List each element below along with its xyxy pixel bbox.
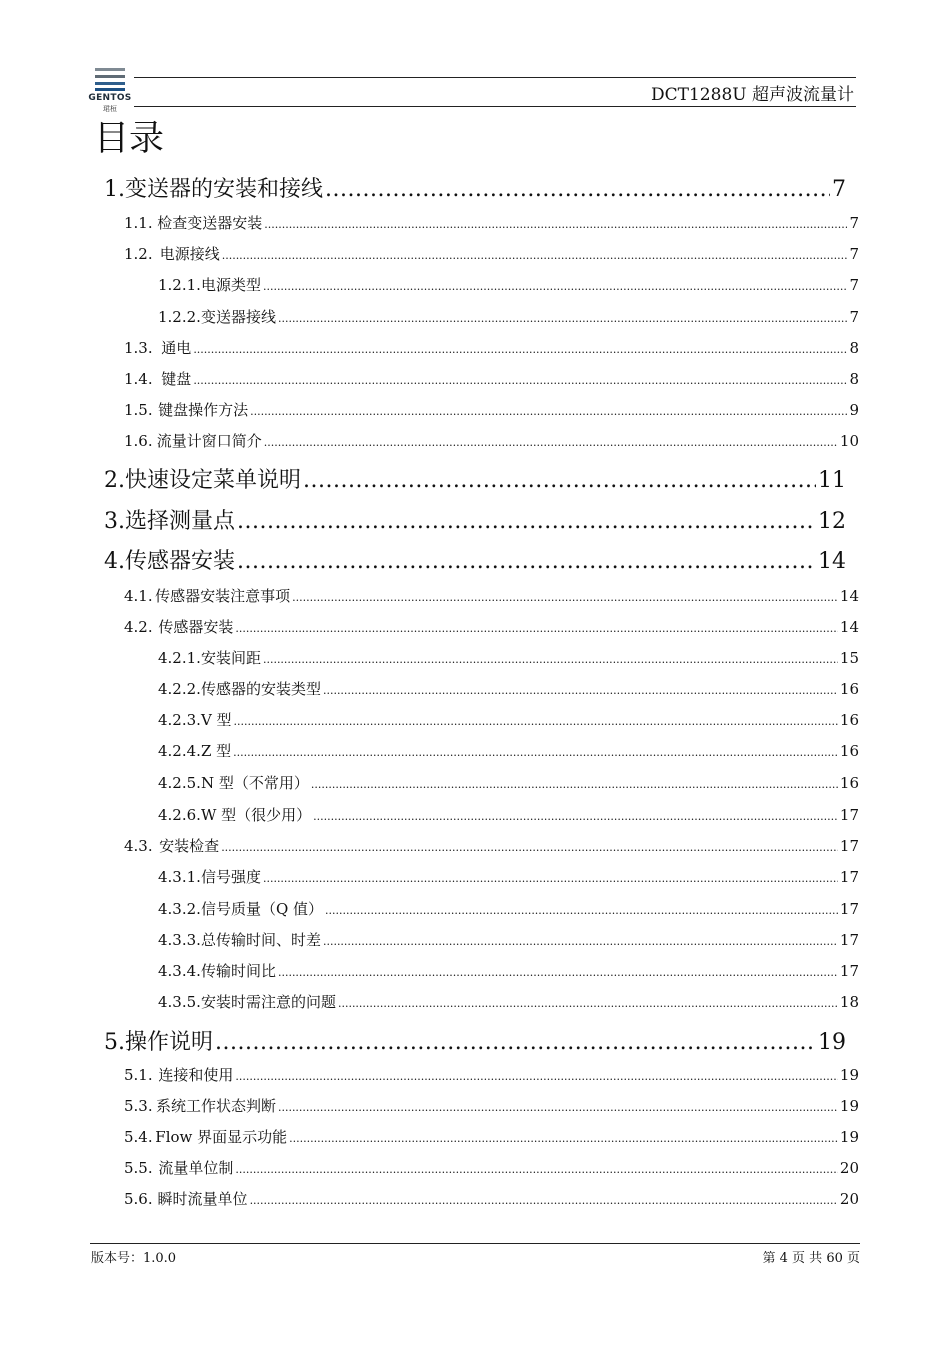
toc-entry-label: 安装检查 xyxy=(159,837,220,855)
page-title: 目录 xyxy=(94,119,165,159)
toc-entry-label: 信号质量（Q 值） xyxy=(200,900,324,918)
toc-entry-number: 2. xyxy=(104,468,125,493)
toc-dot-leader xyxy=(338,997,838,1010)
toc-entry-number: 4.2.5. xyxy=(158,774,201,792)
toc-dot-leader xyxy=(215,1030,816,1055)
toc-entry-label: 键盘 xyxy=(161,370,192,388)
toc-entry-number: 1.5. xyxy=(124,401,153,419)
toc-entry-label: 传感器安装 xyxy=(125,549,236,574)
toc-dot-leader xyxy=(323,684,838,697)
toc-entry-number: 5.3. xyxy=(124,1097,153,1115)
toc-dot-leader xyxy=(235,1070,838,1083)
toc-entry[interactable] xyxy=(104,504,846,538)
toc-dot-leader xyxy=(250,405,847,418)
toc-entry[interactable] xyxy=(158,898,859,920)
toc-entry-page: 16 xyxy=(839,774,859,792)
toc-entry-page: 19 xyxy=(818,1030,846,1055)
toc-entry[interactable] xyxy=(124,399,859,421)
toc-entry-label: 传感器安装注意事项 xyxy=(155,587,291,605)
toc-entry[interactable] xyxy=(158,306,859,328)
toc-entry-label: 瞬时流量单位 xyxy=(157,1190,248,1208)
toc-entry-page: 19 xyxy=(839,1066,859,1084)
toc-entry[interactable] xyxy=(158,804,859,826)
footer-rule xyxy=(90,1243,860,1244)
toc-dot-leader xyxy=(250,1194,838,1207)
toc-entry[interactable] xyxy=(124,1157,859,1179)
toc-entry[interactable] xyxy=(158,678,859,700)
toc-entry-label: 变送器接线 xyxy=(200,308,276,326)
toc-entry-label: V 型 xyxy=(200,711,232,729)
toc-entry-page: 17 xyxy=(839,806,859,824)
toc-dot-leader xyxy=(193,374,847,387)
toc-entry-page: 8 xyxy=(849,370,859,388)
toc-entry-number: 1.2. xyxy=(124,245,153,263)
toc-entry-number: 4.1. xyxy=(124,587,153,605)
toc-entry-page: 7 xyxy=(849,308,859,326)
toc-entry[interactable] xyxy=(158,866,859,888)
toc-entry-page: 15 xyxy=(839,649,859,667)
toc-entry-number: 4.2.6. xyxy=(158,806,201,824)
toc-entry[interactable] xyxy=(158,772,859,794)
toc-entry-label: W 型（很少用） xyxy=(200,806,312,824)
toc-entry[interactable] xyxy=(124,1095,859,1117)
toc-entry-label: 安装时需注意的问题 xyxy=(200,993,336,1011)
toc-entry[interactable] xyxy=(158,929,859,951)
toc-entry-label: 流量单位制 xyxy=(158,1159,234,1177)
toc-entry-page: 16 xyxy=(839,711,859,729)
toc-entry-page: 14 xyxy=(839,618,859,636)
logo-text-cn: 珺桓 xyxy=(103,105,117,113)
toc-entry-label: 操作说明 xyxy=(125,1030,214,1055)
toc-dot-leader xyxy=(292,591,838,604)
toc-entry-number: 5.5. xyxy=(124,1159,153,1177)
toc-dot-leader xyxy=(237,549,816,574)
toc-entry-label: 选择测量点 xyxy=(125,509,236,534)
toc-entry-number: 3. xyxy=(104,509,125,534)
toc-entry-label: 通电 xyxy=(161,339,192,357)
toc-entry[interactable] xyxy=(158,991,859,1013)
toc-entry-number: 4.3.5. xyxy=(158,993,201,1011)
toc-entry-label: 总传输时间、时差 xyxy=(200,931,321,949)
toc-entry-label: 安装间距 xyxy=(200,649,261,667)
toc-entry-number: 5.1. xyxy=(124,1066,153,1084)
toc-entry-label: N 型（不常用） xyxy=(200,774,309,792)
toc-entry[interactable] xyxy=(124,337,859,359)
toc-entry-page: 17 xyxy=(839,900,859,918)
toc-dot-leader xyxy=(263,872,838,885)
toc-dot-leader xyxy=(278,1101,838,1114)
toc-entry[interactable] xyxy=(104,172,846,206)
toc-entry-number: 1.4. xyxy=(124,370,153,388)
toc-entry-label: 系统工作状态判断 xyxy=(155,1097,276,1115)
toc-entry-label: 连接和使用 xyxy=(158,1066,234,1084)
toc-entry-label: 流量计窗口简介 xyxy=(156,432,262,450)
toc-dot-leader xyxy=(264,218,847,231)
toc-entry-number: 4.2. xyxy=(124,618,153,636)
toc-entry-number: 4.3.3. xyxy=(158,931,201,949)
toc-entry[interactable] xyxy=(124,585,859,607)
toc-entry-number: 4.2.2. xyxy=(158,680,201,698)
toc-dot-leader xyxy=(323,935,838,948)
toc-entry-number: 1.2.1. xyxy=(158,276,201,294)
toc-entry-number: 4.3.4. xyxy=(158,962,201,980)
toc-entry-number: 5. xyxy=(104,1030,125,1055)
toc-entry-number: 4.3.2. xyxy=(158,900,201,918)
toc-entry-page: 19 xyxy=(839,1097,859,1115)
toc-entry-page: 17 xyxy=(839,837,859,855)
toc-entry-number: 5.4. xyxy=(124,1128,153,1146)
logo-text: GENTOS xyxy=(88,93,132,103)
toc-entry-label: 变送器的安装和接线 xyxy=(125,177,324,202)
toc-entry-number: 5.6. xyxy=(124,1190,153,1208)
toc-entry[interactable] xyxy=(104,544,846,578)
toc-entry-page: 14 xyxy=(839,587,859,605)
toc-entry[interactable] xyxy=(124,212,859,234)
toc-dot-leader xyxy=(193,343,847,356)
toc-entry[interactable] xyxy=(124,430,859,452)
toc-entry-page: 14 xyxy=(818,549,846,574)
toc-entry-page: 8 xyxy=(849,339,859,357)
toc-entry-page: 9 xyxy=(849,401,859,419)
toc-entry-page: 20 xyxy=(839,1190,859,1208)
toc-entry[interactable] xyxy=(158,647,859,669)
toc-entry-label: 电源接线 xyxy=(159,245,220,263)
toc-entry[interactable] xyxy=(158,740,859,762)
toc-entry[interactable] xyxy=(158,960,859,982)
toc-entry-label: 信号强度 xyxy=(200,868,261,886)
toc-dot-leader xyxy=(235,622,838,635)
toc-entry-page: 16 xyxy=(839,680,859,698)
toc-entry-number: 4.2.4. xyxy=(158,742,201,760)
toc-entry-page: 7 xyxy=(832,177,846,202)
toc-dot-leader xyxy=(222,249,848,262)
footer-version: 版本号：1.0.0 xyxy=(91,1251,177,1266)
toc-dot-leader xyxy=(278,312,848,325)
toc-entry-page: 17 xyxy=(839,931,859,949)
toc-entry[interactable] xyxy=(104,463,846,497)
toc-dot-leader xyxy=(311,778,838,791)
toc-dot-leader xyxy=(221,841,838,854)
toc-entry[interactable] xyxy=(124,368,859,390)
toc-entry-page: 7 xyxy=(849,276,859,294)
toc-entry[interactable] xyxy=(158,709,859,731)
toc-entry[interactable] xyxy=(158,274,859,296)
toc-dot-leader xyxy=(289,1132,838,1145)
toc-entry-page: 20 xyxy=(839,1159,859,1177)
toc-entry-label: 传感器安装 xyxy=(158,618,234,636)
toc-entry-page: 10 xyxy=(839,432,859,450)
toc-entry-label: 快速设定菜单说明 xyxy=(125,468,302,493)
toc-dot-leader xyxy=(325,904,838,917)
toc-entry-page: 19 xyxy=(839,1128,859,1146)
toc-dot-leader xyxy=(278,966,838,979)
toc-dot-leader xyxy=(237,509,816,534)
toc-entry-number: 4.2.1. xyxy=(158,649,201,667)
header-title: DCT1288U 超声波流量计 xyxy=(651,85,854,105)
toc-entry-page: 17 xyxy=(839,868,859,886)
toc-entry-page: 7 xyxy=(849,245,859,263)
toc-entry-number: 4.3. xyxy=(124,837,153,855)
toc-entry[interactable] xyxy=(124,243,859,265)
toc-dot-leader xyxy=(264,436,838,449)
toc-entry-number: 1.6. xyxy=(124,432,153,450)
toc-entry-label: 电源类型 xyxy=(200,276,261,294)
toc-dot-leader xyxy=(263,653,838,666)
footer-page-info: 第 4 页 共 60 页 xyxy=(762,1251,860,1266)
toc-dot-leader xyxy=(235,1163,838,1176)
toc-entry-number: 1.3. xyxy=(124,339,153,357)
toc-entry-page: 16 xyxy=(839,742,859,760)
toc-entry[interactable] xyxy=(124,1188,859,1210)
toc-dot-leader xyxy=(325,177,830,202)
toc-entry-label: 传输时间比 xyxy=(200,962,276,980)
toc-entry-label: Z 型 xyxy=(200,742,232,760)
toc-entry-number: 1. xyxy=(104,177,125,202)
toc-entry[interactable] xyxy=(124,1064,859,1086)
toc-dot-leader xyxy=(233,746,838,759)
toc-dot-leader xyxy=(303,468,816,493)
toc-dot-leader xyxy=(263,280,848,293)
toc-entry-page: 12 xyxy=(818,509,846,534)
toc-entry-page: 18 xyxy=(839,993,859,1011)
toc-entry-number: 1.2.2. xyxy=(158,308,201,326)
toc-entry-number: 4. xyxy=(104,549,125,574)
toc-entry-label: 检查变送器安装 xyxy=(157,214,263,232)
toc-entry-page: 7 xyxy=(849,214,859,232)
toc-dot-leader xyxy=(234,715,838,728)
toc-dot-leader xyxy=(313,810,838,823)
toc-entry-number: 1.1. xyxy=(124,214,153,232)
toc-entry-label: 键盘操作方法 xyxy=(158,401,249,419)
toc-entry-number: 4.3.1. xyxy=(158,868,201,886)
toc-entry[interactable] xyxy=(104,1025,846,1059)
toc-entry-page: 11 xyxy=(818,468,846,493)
toc-entry-page: 17 xyxy=(839,962,859,980)
toc-entry-number: 4.2.3. xyxy=(158,711,201,729)
toc-entry-label: 传感器的安装类型 xyxy=(200,680,321,698)
toc-entry[interactable] xyxy=(124,835,859,857)
toc-entry-label: Flow 界面显示功能 xyxy=(155,1128,288,1146)
toc-entry[interactable] xyxy=(124,616,859,638)
toc-entry[interactable] xyxy=(124,1126,859,1148)
